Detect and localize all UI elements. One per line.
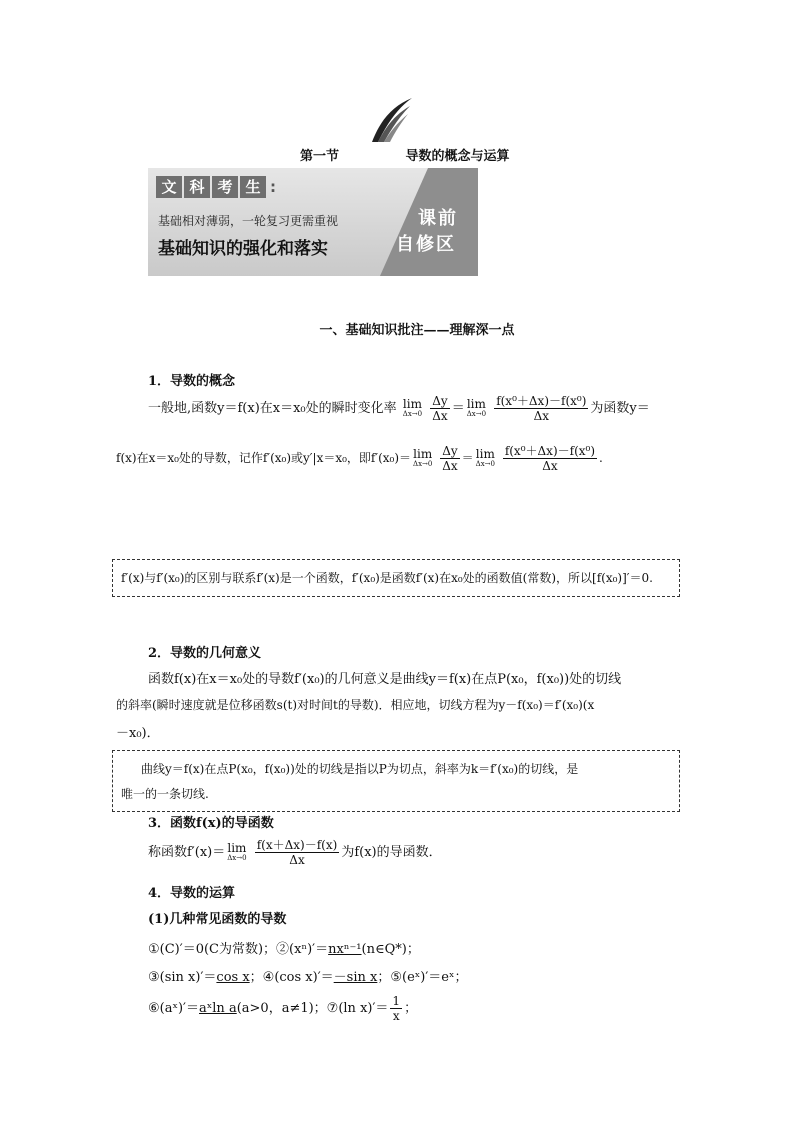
lim-sub: Δx→0 <box>402 410 423 418</box>
text: ；⑤(eˣ)′＝eˣ； <box>377 970 468 985</box>
banner <box>148 168 478 276</box>
tab-char: 文 <box>156 176 182 198</box>
answer-blank: nxⁿ⁻¹ <box>328 942 362 957</box>
section-title: 导数的概念与运算 <box>405 149 510 164</box>
item2-line3: －x₀)． <box>116 726 160 741</box>
formula-line-2 <box>148 966 468 985</box>
answer-blank: －sin x <box>333 970 378 985</box>
limit <box>476 448 495 469</box>
note2-line2: 唯一的一条切线. <box>121 787 209 801</box>
text: ； <box>404 1001 418 1016</box>
item4-subtitle: (1)几种常见函数的导数 <box>148 912 287 927</box>
tab-char: 生 <box>240 176 266 198</box>
page-title <box>300 145 510 164</box>
section-label: 第一节 <box>300 149 340 164</box>
limit <box>227 842 246 863</box>
item1-line2: f(x)在x＝x₀处的导数，记作f′(x₀)或y′|x＝x₀，即f′(x₀)＝ lim Δx→0 $\frac{\Delta y}{\Delta x}$ ＝ lim Δx→0 $\frac{\text{f(x⁰＋Δx)－f(x⁰)}}{\Delta x}$ . <box>116 444 603 473</box>
tab-colon: : <box>270 178 276 196</box>
text: 一般地,函数y＝f(x)在x＝x₀处的瞬时变化率 <box>148 401 397 416</box>
numerator: Δy <box>432 394 448 408</box>
text: f(x)在x＝x₀处的导数，记作f′(x₀)或y′|x＝x₀，即f′(x₀)＝ <box>116 451 412 465</box>
banner-tab <box>156 176 276 198</box>
banner-right-line1: 课前 <box>418 208 458 229</box>
text: ③(sin x)′＝ <box>148 970 217 985</box>
denominator: Δx <box>542 459 558 473</box>
numerator: f(x＋Δx)－f(x) <box>256 838 338 852</box>
denominator: Δx <box>533 409 549 423</box>
text: 称函数f′(x)＝ <box>148 845 226 860</box>
item1-line1: 一般地,函数y＝f(x)在x＝x₀处的瞬时变化率 lim Δx→0 $\frac{\Delta y}{\Delta x}$ ＝ lim Δx→0 $\frac{\text{f(x⁰＋Δx)－f(x⁰)}}{\Delta x}$ 为函数y＝ <box>148 394 650 423</box>
lim-sub: Δx→0 <box>227 854 247 862</box>
numerator: Δy <box>442 444 458 458</box>
item2-title: 2．导数的几何意义 <box>148 646 262 661</box>
lim-text: lim <box>227 841 247 855</box>
text: (a>0，a≠1)；⑦(ln x)′＝ <box>236 1001 389 1016</box>
denominator: Δx <box>432 409 448 423</box>
fraction <box>255 838 340 867</box>
text: ⑥(aˣ)′＝ <box>148 1001 200 1016</box>
lim-sub: Δx→0 <box>413 460 433 468</box>
tab-char: 科 <box>184 176 210 198</box>
item3-line <box>148 838 442 867</box>
banner-main-text: 基础知识的强化和落实 <box>158 239 328 259</box>
wing-logo-icon <box>370 96 414 144</box>
lim-text: lim <box>413 447 433 461</box>
limit <box>413 448 432 469</box>
lim-text: lim <box>475 447 495 461</box>
text: 为函数y＝ <box>590 401 650 416</box>
formula-line-1 <box>148 938 420 957</box>
banner-right-line2: 自修区 <box>396 234 456 255</box>
item2-line1: 函数f(x)在x＝x₀处的导数f′(x₀)的几何意义是曲线y＝f(x)在点P(x₀，f(x₀))处的切线 <box>148 672 622 687</box>
note2-line1: 曲线y＝f(x)在点P(x₀，f(x₀))处的切线是指以P为切点，斜率为k＝f′(x₀)的切线，是 <box>141 762 579 776</box>
lim-text: lim <box>402 397 422 411</box>
fraction <box>494 394 588 423</box>
text: ；④(cos x)′＝ <box>249 970 334 985</box>
numerator: f(x⁰＋Δx)－f(x⁰) <box>504 444 596 458</box>
note-box-1: f′(x)与f′(x₀)的区别与联系f′(x)是一个函数，f′(x₀)是函数f′(x)在x₀处的函数值(常数)，所以[f(x₀)]′＝0. <box>112 559 680 597</box>
lim-sub: Δx→0 <box>466 410 487 418</box>
fraction <box>503 444 597 473</box>
fraction <box>390 994 402 1023</box>
denominator: Δx <box>442 459 458 473</box>
item4-title: 4．导数的运算 <box>148 886 236 901</box>
text: ①(C)′＝0(C为常数)；②(xⁿ)′＝ <box>148 942 329 957</box>
item2-line2: 的斜率(瞬时速度就是位移函数s(t)对时间t的导数)．相应地，切线方程为y－f(x₀)＝f′(x₀)(x <box>116 698 595 712</box>
banner-subtitle: 基础相对薄弱，一轮复习更需重视 <box>158 214 339 228</box>
fraction <box>440 444 459 473</box>
note-box-2 <box>112 750 680 812</box>
fraction <box>430 394 449 423</box>
limit <box>403 398 422 419</box>
answer-blank: cos x <box>216 970 250 985</box>
text: . <box>599 451 603 465</box>
limit <box>467 398 486 419</box>
text: 为f(x)的导函数． <box>341 845 442 860</box>
lim-text: lim <box>466 397 486 411</box>
denominator: x <box>392 1009 400 1023</box>
numerator: f(x⁰＋Δx)－f(x⁰) <box>496 394 587 408</box>
lim-sub: Δx→0 <box>475 460 495 468</box>
denominator: Δx <box>289 853 305 867</box>
item1-title: 1．导数的概念 <box>148 374 236 389</box>
section-heading: 一、基础知识批注——理解深一点 <box>319 323 515 338</box>
formula-line-3 <box>148 994 417 1023</box>
answer-blank: aˣln a <box>199 1001 237 1016</box>
numerator: 1 <box>392 994 401 1008</box>
text: (n∈Q*)； <box>361 942 420 957</box>
item3-title: 3．函数f(x)的导函数 <box>148 816 274 831</box>
tab-char: 考 <box>212 176 238 198</box>
